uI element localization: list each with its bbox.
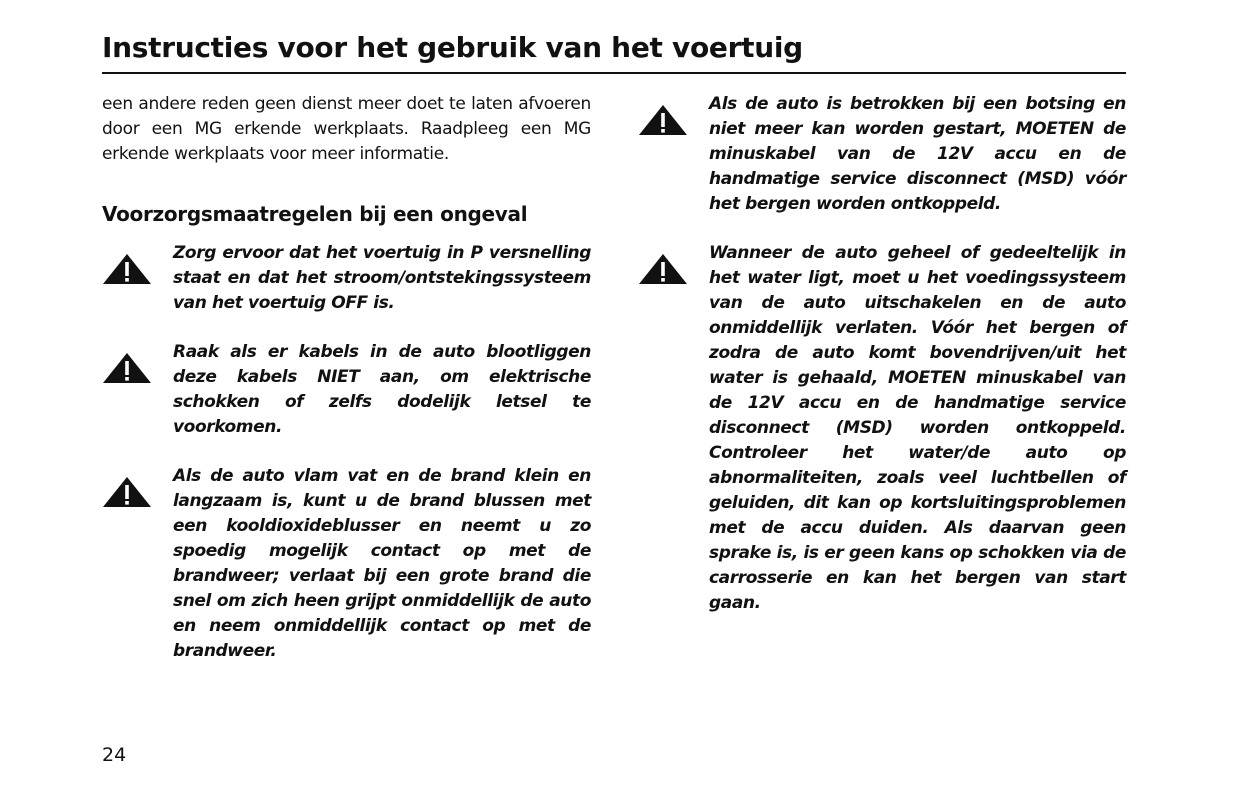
warning-block <box>102 241 591 316</box>
warning-triangle-icon <box>638 92 688 136</box>
warning-text: Als de auto vlam vat en de brand klein en langzaam is, kunt u de brand blussen met een kooldioxideblusser en neemt u zo spoedig mogelijk contact op met de brandweer; verlaat bij een grote brand die snel om zich heen grijpt onmiddellijk de auto en neem onmiddellijk contact op met de brandweer. <box>173 466 591 661</box>
page-title: Instructies voor het gebruik van het voertuig <box>102 31 803 64</box>
right-column <box>638 92 1126 616</box>
warning-block <box>102 464 591 664</box>
page-number: 24 <box>102 744 127 766</box>
warning-triangle-icon <box>638 241 688 285</box>
warning-text: Wanneer de auto geheel of gedeeltelijk in het water ligt, moet u het voedingssysteem van de auto uitschakelen en de auto onmiddellijk verlaten. Vóór het bergen of zodra de auto komt bovendrijven/uit het water is gehaald, MOETEN minuskabel van de 12V accu en de handmatige service disconnect (MSD) worden ontkoppeld. Controleer het water/de auto op abnormaliteiten, zoals veel luchtbellen of geluiden, dit kan op kortsluitingsproblemen met de accu duiden. Als daarvan geen sprake is, is er geen kans op schokken via de carrosserie en kan het bergen van start gaan. <box>709 243 1126 613</box>
title-divider <box>102 72 1126 74</box>
warning-triangle-icon <box>102 464 152 508</box>
warning-block <box>638 241 1126 616</box>
section-heading: Voorzorgsmaatregelen bij een ongeval <box>102 202 528 226</box>
intro-paragraph: een andere reden geen dienst meer doet te laten afvoeren door een MG erkende werkplaats. Raadpleeg een MG erkende werkplaats voor meer informatie. <box>102 94 591 164</box>
warning-block <box>638 92 1126 217</box>
warning-triangle-icon <box>102 340 152 384</box>
warning-text: Raak als er kabels in de auto blootliggen deze kabels NIET aan, om elektrische schokken of zelfs dodelijk letsel te voorkomen. <box>173 342 591 437</box>
warning-text: Als de auto is betrokken bij een botsing en niet meer kan worden gestart, MOETEN de minuskabel van de 12V accu en de handmatige service disconnect (MSD) vóór het bergen worden ontkoppeld. <box>709 94 1126 214</box>
left-column <box>102 92 591 664</box>
warning-block <box>102 340 591 440</box>
warning-triangle-icon <box>102 241 152 285</box>
warning-text: Zorg ervoor dat het voertuig in P versnelling staat en dat het stroom/ontstekingssysteem van het voertuig OFF is. <box>173 243 591 313</box>
